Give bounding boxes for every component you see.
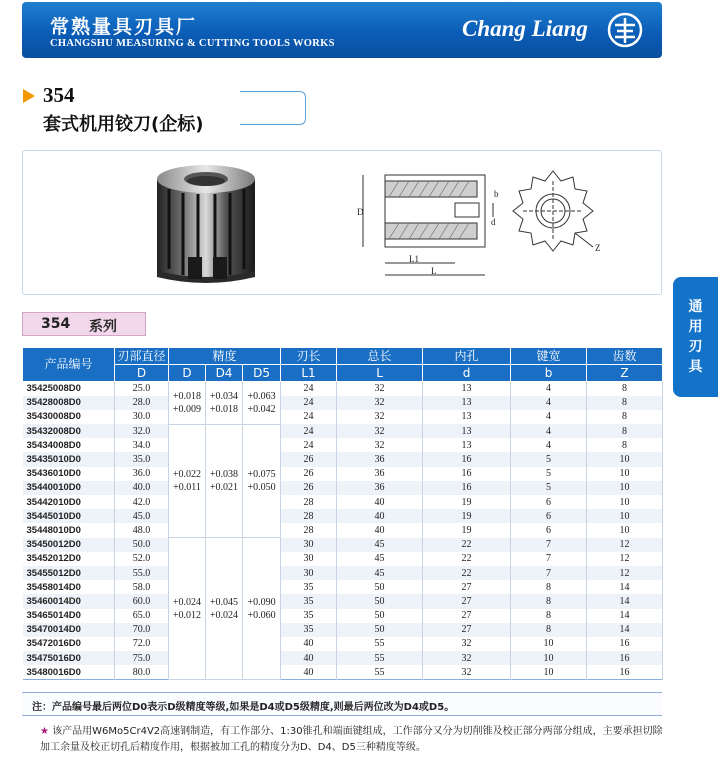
cell-teeth: 8: [587, 438, 663, 452]
cell-bore: 32: [423, 665, 511, 679]
cell-product-code: 35440010D0: [23, 481, 115, 495]
cell-product-code: 35460014D0: [23, 594, 115, 608]
header-precision: 精度: [169, 348, 281, 365]
cell-tolerance-D: +0.024 +0.012: [169, 538, 206, 680]
cell-product-code: 35425008D0: [23, 382, 115, 396]
cell-tolerance-D: +0.022 +0.011: [169, 424, 206, 538]
cell-bore: 22: [423, 552, 511, 566]
product-illustrations: [23, 151, 661, 294]
star-icon: ★: [40, 726, 49, 737]
cell-key-width: 8: [511, 594, 587, 608]
cell-diameter: 65.0: [115, 609, 169, 623]
table-row: [23, 609, 663, 623]
table-row: [23, 382, 663, 396]
cell-product-code: 35448010D0: [23, 523, 115, 537]
cell-total-length: 32: [337, 396, 423, 410]
cell-total-length: 55: [337, 637, 423, 651]
cell-key-width: 4: [511, 424, 587, 438]
cell-total-length: 40: [337, 523, 423, 537]
table-row: [23, 566, 663, 580]
cell-key-width: 5: [511, 481, 587, 495]
cell-diameter: 60.0: [115, 594, 169, 608]
cell-key-width: 10: [511, 665, 587, 679]
cell-bore: 13: [423, 438, 511, 452]
header-bore-sym: d: [423, 365, 511, 382]
series-text: 系列: [89, 319, 117, 335]
cell-teeth: 10: [587, 495, 663, 509]
cell-blade-length: 35: [281, 609, 337, 623]
cell-blade-length: 28: [281, 509, 337, 523]
cell-blade-length: 24: [281, 396, 337, 410]
table-row: [23, 594, 663, 608]
description-text: 该产品用W6Mo5Cr4V2高速钢制造，有工作部分、1:30锥孔和端面键组成，工作部分又分为切削锥及校正部分两部分组成，主要承担切除加工余量及校正切孔后精度作用，根据被加工孔的精度分为D、D4、D5三种精度等级。: [40, 726, 663, 753]
cell-diameter: 50.0: [115, 538, 169, 552]
section-drawing: [363, 175, 493, 275]
cell-product-code: 35472016D0: [23, 637, 115, 651]
table-row: [23, 552, 663, 566]
cell-product-code: 35435010D0: [23, 452, 115, 466]
series-label: [22, 312, 146, 336]
cell-product-code: 35434008D0: [23, 438, 115, 452]
cell-total-length: 55: [337, 665, 423, 679]
end-view-drawing: [513, 171, 593, 251]
cell-total-length: 45: [337, 566, 423, 580]
cell-product-code: 35445010D0: [23, 509, 115, 523]
cell-product-code: 35442010D0: [23, 495, 115, 509]
header-key-width-sym: b: [511, 365, 587, 382]
cell-key-width: 6: [511, 495, 587, 509]
side-tab-char: 具: [688, 359, 703, 375]
side-tab-char: 用: [688, 319, 703, 335]
cell-tolerance-D4: +0.034 +0.018: [206, 382, 243, 425]
cell-total-length: 50: [337, 623, 423, 637]
table-row: [23, 481, 663, 495]
table-row: [23, 509, 663, 523]
cell-key-width: 10: [511, 651, 587, 665]
cell-total-length: 40: [337, 509, 423, 523]
cell-key-width: 5: [511, 452, 587, 466]
cell-blade-length: 30: [281, 538, 337, 552]
label-d: d: [491, 217, 496, 227]
cell-product-code: 35436010D0: [23, 467, 115, 481]
cell-blade-length: 24: [281, 424, 337, 438]
table-row: [23, 438, 663, 452]
cell-teeth: 16: [587, 651, 663, 665]
header-precision-D5: D5: [243, 365, 281, 382]
label-Z: Z: [595, 243, 601, 253]
cell-total-length: 50: [337, 609, 423, 623]
cell-tolerance-D: +0.018 +0.009: [169, 382, 206, 425]
product-image-panel: [22, 150, 662, 295]
header-blade-length: 刃长: [281, 348, 337, 365]
cell-tolerance-D4: +0.045 +0.024: [206, 538, 243, 680]
cell-diameter: 52.0: [115, 552, 169, 566]
table-row: [23, 495, 663, 509]
table-row: [23, 623, 663, 637]
cell-teeth: 8: [587, 382, 663, 396]
cell-total-length: 50: [337, 580, 423, 594]
cell-blade-length: 28: [281, 495, 337, 509]
cell-tolerance-D5: +0.090 +0.060: [243, 538, 281, 680]
cell-key-width: 4: [511, 382, 587, 396]
cell-teeth: 10: [587, 467, 663, 481]
cell-key-width: 7: [511, 566, 587, 580]
cell-blade-length: 26: [281, 452, 337, 466]
product-code: 354: [43, 83, 75, 107]
cell-bore: 13: [423, 382, 511, 396]
header-precision-D4: D4: [206, 365, 243, 382]
table-row: [23, 424, 663, 438]
cell-product-code: 35428008D0: [23, 396, 115, 410]
cell-key-width: 7: [511, 538, 587, 552]
cell-bore: 19: [423, 509, 511, 523]
cell-diameter: 32.0: [115, 424, 169, 438]
cell-bore: 32: [423, 651, 511, 665]
table-row: [23, 467, 663, 481]
company-name-cn: 常熟量具刃具厂: [50, 16, 198, 38]
cell-key-width: 6: [511, 509, 587, 523]
cell-blade-length: 24: [281, 382, 337, 396]
cell-product-code: 35475016D0: [23, 651, 115, 665]
cell-tolerance-D5: +0.075 +0.050: [243, 424, 281, 538]
cell-bore: 16: [423, 467, 511, 481]
cell-teeth: 14: [587, 580, 663, 594]
cell-teeth: 16: [587, 665, 663, 679]
table-row: [23, 396, 663, 410]
cell-blade-length: 35: [281, 580, 337, 594]
side-tab-char: 通: [688, 299, 703, 315]
cell-diameter: 30.0: [115, 410, 169, 424]
cell-tolerance-D4: +0.038 +0.021: [206, 424, 243, 538]
cell-teeth: 12: [587, 566, 663, 580]
cell-diameter: 45.0: [115, 509, 169, 523]
company-name-en: CHANGSHU MEASURING & CUTTING TOOLS WORKS: [50, 38, 335, 49]
cell-total-length: 55: [337, 651, 423, 665]
header-teeth: 齿数: [587, 348, 663, 365]
brand-name: Chang Liang: [462, 16, 588, 41]
cell-blade-length: 26: [281, 481, 337, 495]
cell-blade-length: 40: [281, 637, 337, 651]
table-row: [23, 665, 663, 679]
cell-total-length: 45: [337, 538, 423, 552]
cell-total-length: 32: [337, 424, 423, 438]
cell-key-width: 4: [511, 396, 587, 410]
cell-total-length: 32: [337, 382, 423, 396]
series-code: 354: [41, 316, 71, 332]
header-diameter: 刃部直径: [115, 348, 169, 365]
cell-diameter: 42.0: [115, 495, 169, 509]
cell-blade-length: 26: [281, 467, 337, 481]
table-row: [23, 538, 663, 552]
header-teeth-sym: Z: [587, 365, 663, 382]
cell-bore: 13: [423, 396, 511, 410]
cell-total-length: 32: [337, 438, 423, 452]
spec-table: [22, 347, 663, 680]
cell-blade-length: 30: [281, 566, 337, 580]
label-L1: L1: [409, 254, 419, 264]
header-total-length: 总长: [337, 348, 423, 365]
cell-key-width: 8: [511, 609, 587, 623]
cell-key-width: 8: [511, 580, 587, 594]
cell-diameter: 40.0: [115, 481, 169, 495]
cell-blade-length: 40: [281, 651, 337, 665]
cell-bore: 16: [423, 481, 511, 495]
table-note: [22, 692, 662, 716]
cell-total-length: 36: [337, 467, 423, 481]
table-row: [23, 637, 663, 651]
cell-bore: 19: [423, 495, 511, 509]
cell-key-width: 10: [511, 637, 587, 651]
cell-diameter: 72.0: [115, 637, 169, 651]
note-text: 注：产品编号最后两位D0表示D级精度等级,如果是D4或D5级精度,则最后两位改为D4或D5。: [32, 702, 455, 713]
cell-bore: 13: [423, 424, 511, 438]
table-row: [23, 651, 663, 665]
cell-teeth: 16: [587, 637, 663, 651]
table-subheader-row: [23, 365, 663, 382]
cell-total-length: 45: [337, 552, 423, 566]
cell-bore: 27: [423, 623, 511, 637]
header-banner: [22, 2, 662, 58]
cell-total-length: 36: [337, 452, 423, 466]
cell-teeth: 8: [587, 410, 663, 424]
header-bore: 内孔: [423, 348, 511, 365]
cell-bore: 32: [423, 637, 511, 651]
cell-product-code: 35430008D0: [23, 410, 115, 424]
cell-diameter: 48.0: [115, 523, 169, 537]
cell-diameter: 80.0: [115, 665, 169, 679]
cell-diameter: 58.0: [115, 580, 169, 594]
cell-product-code: 35432008D0: [23, 424, 115, 438]
header-code: 产品编号: [23, 348, 115, 382]
cell-diameter: 34.0: [115, 438, 169, 452]
cell-blade-length: 24: [281, 438, 337, 452]
title-decoration: [240, 91, 306, 125]
cell-diameter: 35.0: [115, 452, 169, 466]
cell-bore: 27: [423, 594, 511, 608]
reamer-photo: [157, 165, 255, 283]
table-row: [23, 580, 663, 594]
cell-teeth: 12: [587, 552, 663, 566]
cell-diameter: 25.0: [115, 382, 169, 396]
cell-key-width: 4: [511, 410, 587, 424]
cell-product-code: 35450012D0: [23, 538, 115, 552]
cell-teeth: 10: [587, 481, 663, 495]
cell-product-code: 35470014D0: [23, 623, 115, 637]
cell-tolerance-D5: +0.063 +0.042: [243, 382, 281, 425]
label-D: D: [357, 207, 364, 217]
label-L: L: [431, 266, 437, 276]
cell-teeth: 14: [587, 609, 663, 623]
cell-total-length: 32: [337, 410, 423, 424]
cell-diameter: 36.0: [115, 467, 169, 481]
cell-product-code: 35458014D0: [23, 580, 115, 594]
cell-key-width: 7: [511, 552, 587, 566]
cell-blade-length: 28: [281, 523, 337, 537]
cell-blade-length: 40: [281, 665, 337, 679]
cell-bore: 27: [423, 580, 511, 594]
cell-product-code: 35480016D0: [23, 665, 115, 679]
cell-teeth: 8: [587, 424, 663, 438]
cell-blade-length: 24: [281, 410, 337, 424]
cell-key-width: 4: [511, 438, 587, 452]
cell-diameter: 70.0: [115, 623, 169, 637]
cell-bore: 19: [423, 523, 511, 537]
table-row: [23, 410, 663, 424]
cell-total-length: 36: [337, 481, 423, 495]
cell-bore: 22: [423, 538, 511, 552]
table-header-row: [23, 348, 663, 365]
cell-key-width: 6: [511, 523, 587, 537]
table-row: [23, 452, 663, 466]
cell-teeth: 8: [587, 396, 663, 410]
cell-key-width: 5: [511, 467, 587, 481]
cell-diameter: 28.0: [115, 396, 169, 410]
header-total-length-sym: L: [337, 365, 423, 382]
label-b: b: [494, 189, 499, 199]
cell-teeth: 12: [587, 538, 663, 552]
cell-blade-length: 35: [281, 594, 337, 608]
header-key-width: 键宽: [511, 348, 587, 365]
cell-teeth: 10: [587, 509, 663, 523]
cell-bore: 27: [423, 609, 511, 623]
title-arrow-icon: [23, 89, 35, 103]
cell-product-code: 35452012D0: [23, 552, 115, 566]
cell-diameter: 75.0: [115, 651, 169, 665]
cell-key-width: 8: [511, 623, 587, 637]
cell-teeth: 10: [587, 452, 663, 466]
cell-teeth: 14: [587, 594, 663, 608]
cell-bore: 22: [423, 566, 511, 580]
product-description: [40, 724, 670, 756]
side-tab-char: 刃: [688, 339, 703, 355]
table-body: [23, 382, 663, 680]
header-precision-D: D: [169, 365, 206, 382]
header-blade-length-sym: L1: [281, 365, 337, 382]
cell-product-code: 35455012D0: [23, 566, 115, 580]
table-row: [23, 523, 663, 537]
cell-total-length: 40: [337, 495, 423, 509]
side-tab-general-tools[interactable]: [673, 277, 718, 397]
brand-logo-icon: [607, 12, 643, 48]
cell-bore: 16: [423, 452, 511, 466]
cell-diameter: 55.0: [115, 566, 169, 580]
cell-teeth: 10: [587, 523, 663, 537]
cell-teeth: 14: [587, 623, 663, 637]
cell-blade-length: 30: [281, 552, 337, 566]
cell-total-length: 50: [337, 594, 423, 608]
cell-blade-length: 35: [281, 623, 337, 637]
cell-bore: 13: [423, 410, 511, 424]
cell-product-code: 35465014D0: [23, 609, 115, 623]
header-diameter-sym: D: [115, 365, 169, 382]
product-name: 套式机用铰刀(企标): [43, 114, 204, 135]
